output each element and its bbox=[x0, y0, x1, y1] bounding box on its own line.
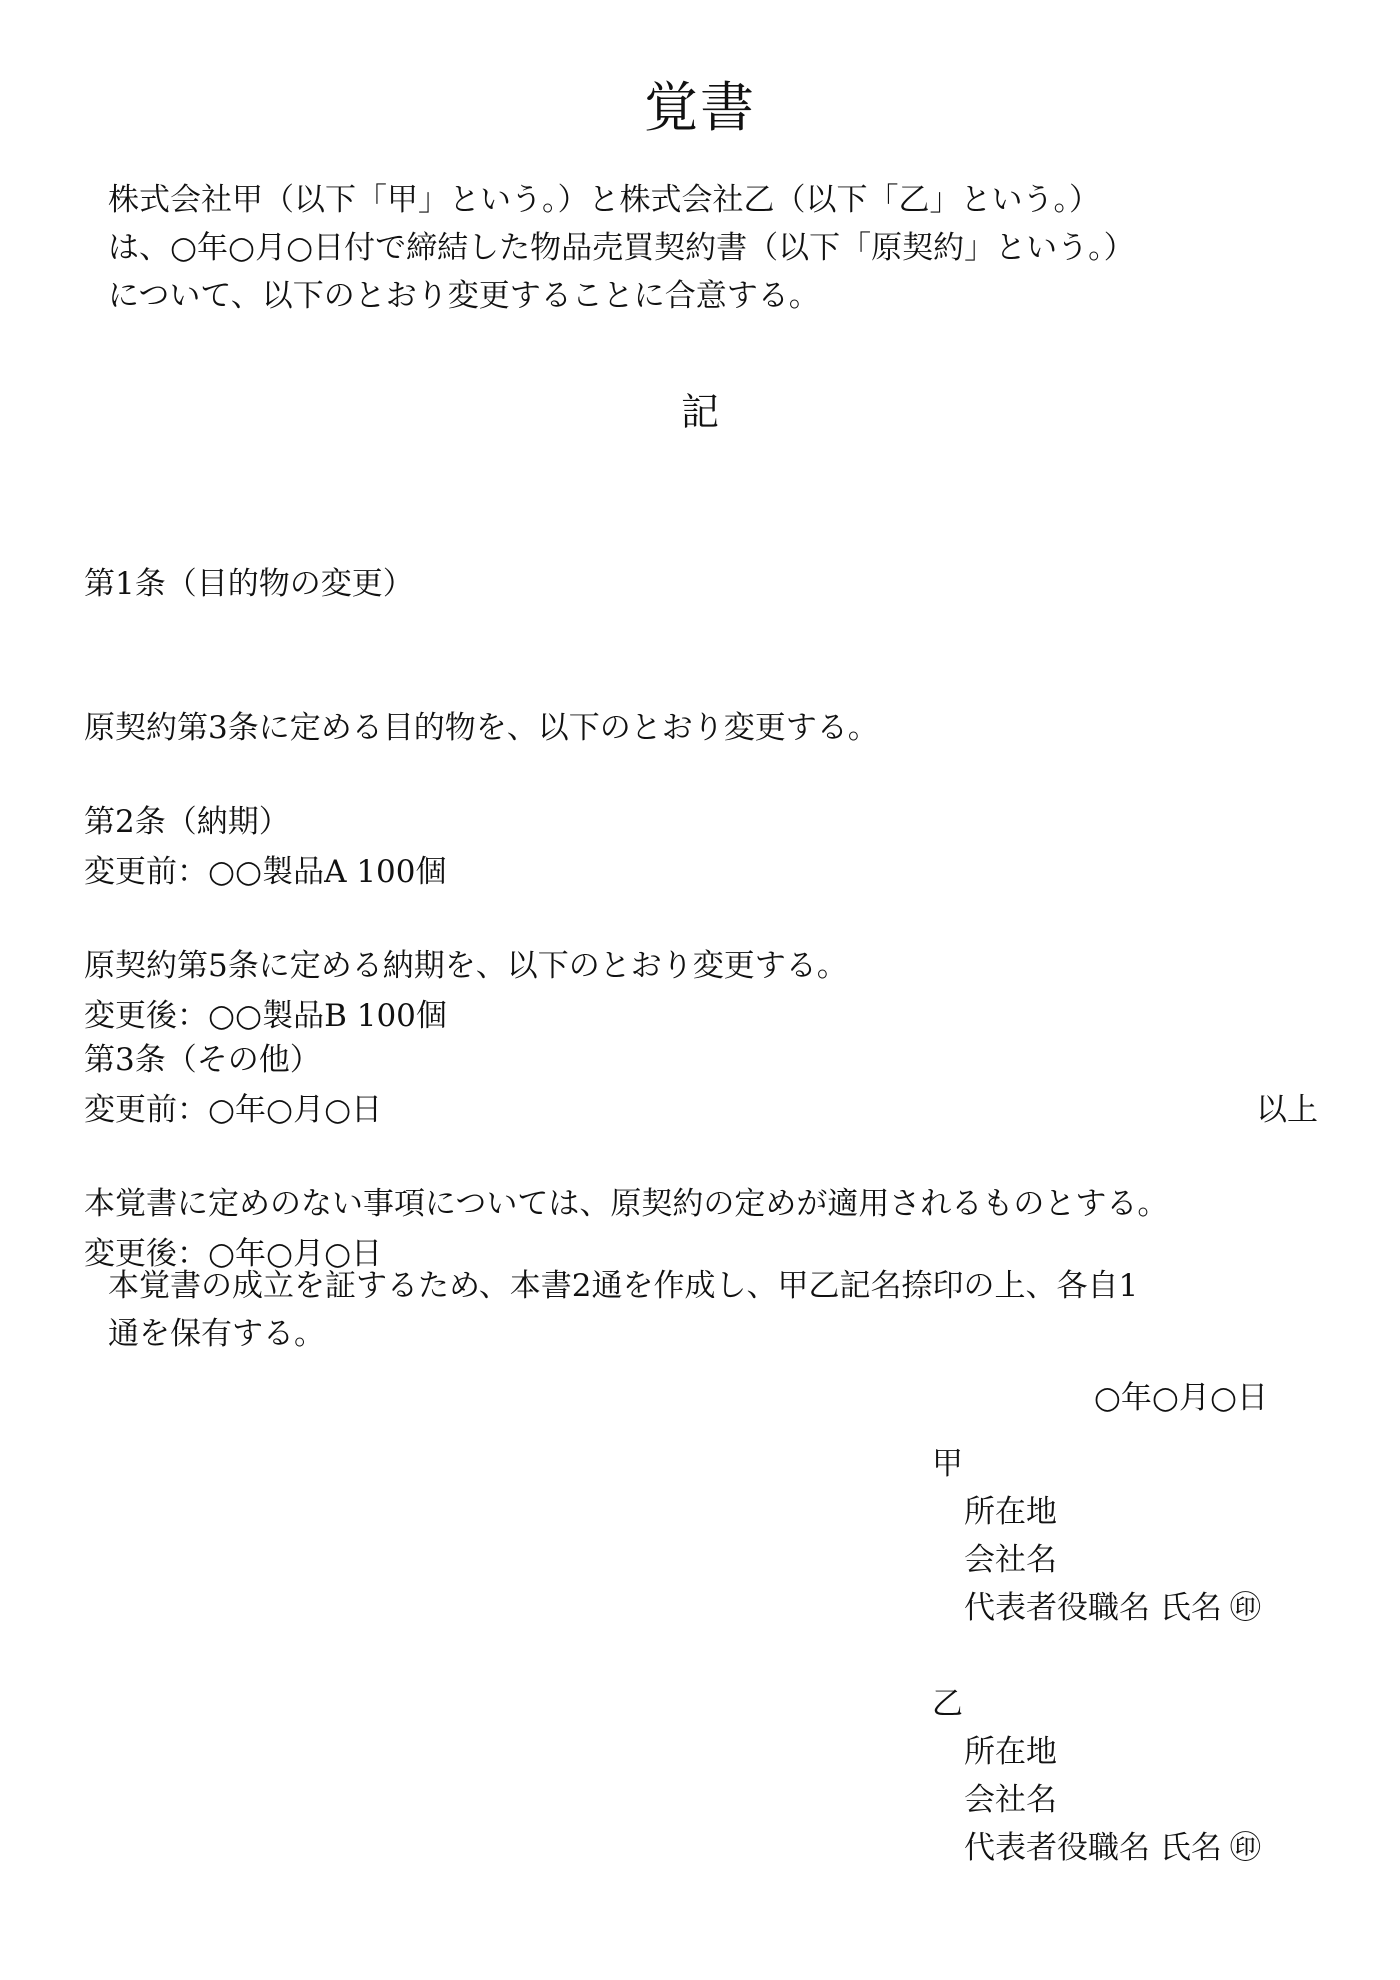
article-line: 原契約第3条に定める目的物を、以下のとおり変更する。 bbox=[84, 710, 879, 746]
party-representative-line bbox=[932, 1584, 1352, 1632]
document-title: 覚書 bbox=[644, 76, 756, 139]
article-heading: 第1条（目的物の変更） bbox=[84, 566, 414, 602]
party-company: 会社名 bbox=[964, 1542, 1057, 1578]
party-representative: 代表者役職名 氏名 bbox=[964, 1830, 1222, 1866]
party-company: 会社名 bbox=[964, 1782, 1057, 1818]
article-line: 変更前：○○製品A 100個 bbox=[84, 854, 447, 890]
attestation-paragraph: 本覚書の成立を証するため、本書2通を作成し、甲乙記名捺印の上、各自1 通を保有する。 bbox=[108, 1268, 1139, 1352]
seal-mark-icon: ㊞ bbox=[1229, 1830, 1261, 1866]
intro-paragraph: 株式会社甲（以下「甲」という。）と株式会社乙（以下「乙」という。） は、○年○月○日付で締結した物品売買契約書（以下「原契約」という。） について、以下のとおり変更することに合意する。 bbox=[108, 182, 1135, 314]
article-heading: 第2条（納期） bbox=[84, 804, 290, 840]
ki-heading: 記 bbox=[680, 390, 719, 434]
article-line: 本覚書に定めのない事項については、原契約の定めが適用されるものとする。 bbox=[84, 1186, 1169, 1222]
party-representative: 代表者役職名 氏名 bbox=[964, 1590, 1222, 1626]
party-label: 乙 bbox=[932, 1686, 963, 1722]
party-a-block bbox=[932, 1440, 1352, 1632]
party-address: 所在地 bbox=[964, 1494, 1057, 1530]
party-b-block bbox=[932, 1680, 1352, 1872]
party-address: 所在地 bbox=[964, 1734, 1057, 1770]
article-line: 変更前：○年○月○日 bbox=[84, 1092, 383, 1128]
party-representative-line bbox=[932, 1824, 1352, 1872]
article-line: 変更後：○○製品B 100個 bbox=[84, 998, 447, 1034]
article-line: 原契約第5条に定める納期を、以下のとおり変更する。 bbox=[84, 948, 848, 984]
closing-ijou: 以上 bbox=[1256, 1092, 1318, 1128]
article-line: 変更後：○年○月○日 bbox=[84, 1236, 383, 1272]
signing-date: ○年○月○日 bbox=[1093, 1380, 1268, 1416]
seal-mark-icon: ㊞ bbox=[1229, 1590, 1261, 1626]
article-heading: 第3条（その他） bbox=[84, 1042, 321, 1078]
party-label: 甲 bbox=[932, 1446, 963, 1482]
